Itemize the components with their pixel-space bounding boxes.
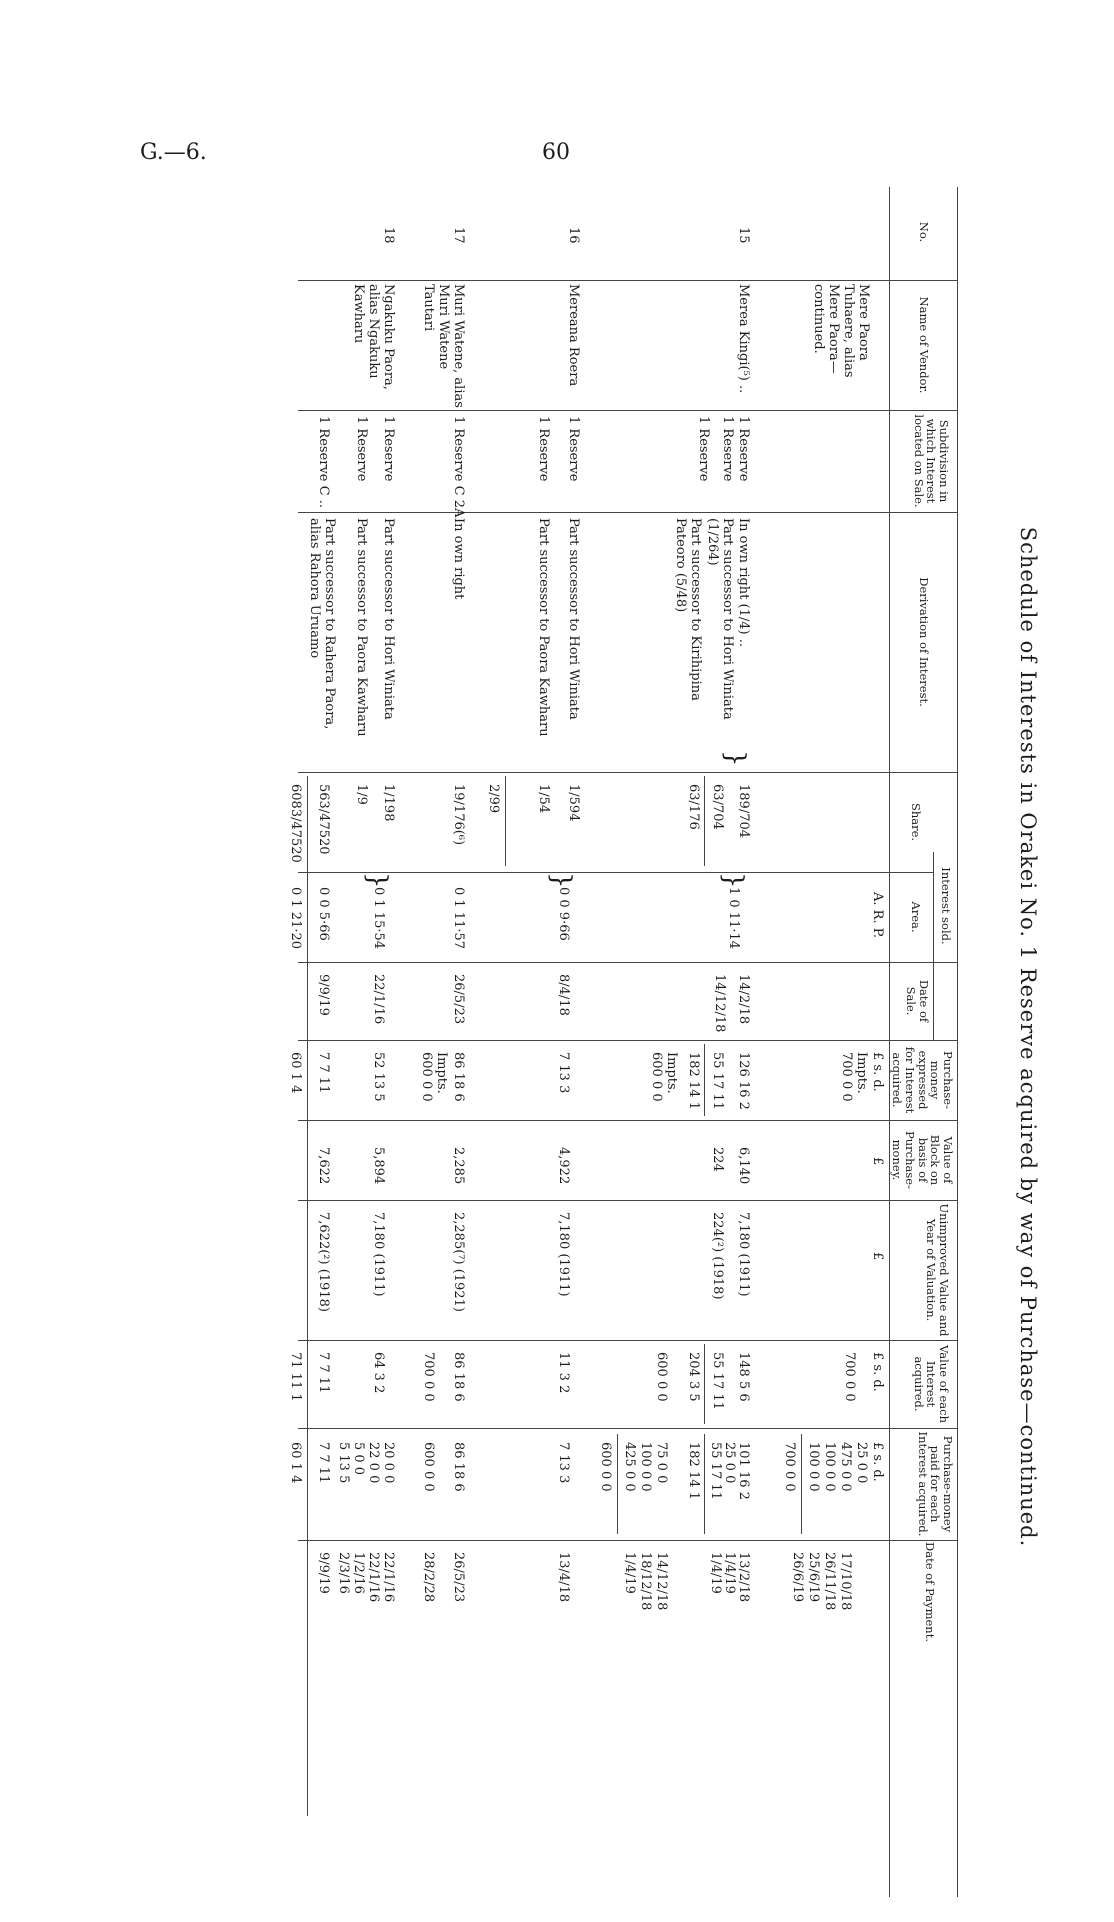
value-each-mere: 700 0 0 — [842, 1352, 857, 1402]
area-16: 0 0 9·66 — [556, 887, 571, 941]
paid-15-5: 75 0 0 — [654, 1442, 669, 1484]
paid-18-4: 5 13 5 — [336, 1442, 351, 1484]
deriv-15-2: Part successor to Hori Winiata (1/264) — [705, 518, 735, 720]
header-interest-sold: Interest sold. — [939, 867, 953, 945]
paid-18-1: 20 0 0 — [381, 1442, 396, 1484]
date-sale-17: 26/5/23 — [451, 974, 466, 1025]
subtotal-rule — [704, 1044, 705, 1116]
date-sale-16: 8/4/18 — [556, 974, 571, 1016]
value-block-17: 2,285 — [451, 1147, 466, 1185]
paydate-18-5: 9/9/19 — [316, 1552, 331, 1594]
paid-15-3: 55 17 11 — [708, 1442, 723, 1500]
value-each-15-3: 204 3 5 — [686, 1352, 701, 1402]
subtotal-rule — [617, 1434, 618, 1534]
paydate-15-3: 1/4/19 — [708, 1552, 723, 1594]
vendor-15: Merea Kingi(⁵) .. — [736, 284, 751, 394]
subtotal-rule — [704, 1434, 705, 1534]
unimproved-16: 7,180 (1911) — [556, 1212, 571, 1297]
paydate-17-1: 26/5/23 — [451, 1552, 466, 1603]
area-17: 0 1 11·57 — [451, 887, 466, 950]
paydate-18-2: 22/1/16 — [366, 1552, 381, 1603]
header-area: Area. — [909, 901, 923, 933]
value-each-18-1: 64 3 2 — [371, 1352, 386, 1394]
header-paid-each: Purchase-money paid for each Interest acquired. — [915, 1431, 955, 1537]
paid-17-2: 600 0 0 — [421, 1442, 436, 1492]
paid-mere-4: 100 0 0 — [806, 1442, 821, 1492]
share-18-1: 1/198 — [381, 784, 396, 822]
purchase-15-2: 55 17 11 — [710, 1052, 725, 1110]
purchase-18-1: 52 13 5 — [371, 1052, 386, 1102]
subdiv-15-2: 1 Reserve — [720, 416, 735, 482]
subdiv-16-1: 1 Reserve — [566, 416, 581, 482]
deriv-18-2: Part successor to Paora Kawharu — [354, 518, 369, 737]
paid-15-1: 101 16 2 — [736, 1442, 751, 1500]
total-area: 0 1 21·20 — [288, 887, 303, 950]
total-purchase: 60 1 4 — [288, 1052, 303, 1094]
value-each-15-2: 55 17 11 — [710, 1352, 725, 1410]
purchase-15-1: 126 16 2 — [736, 1052, 751, 1110]
unimproved-18-2: 7,622(²) (1918) — [316, 1212, 331, 1312]
subdiv-18-1: 1 Reserve — [381, 416, 396, 482]
unimproved-17: 2,285(⁷) (1921) — [451, 1212, 466, 1312]
value-block-18-1: 5,894 — [371, 1147, 386, 1185]
vendor-mere: Mere Paora Tuhaere, alias Mere Paora—continued. — [811, 284, 871, 378]
share-15-2: 63/704 — [710, 784, 725, 830]
paydate-15-2: 1/4/19 — [722, 1552, 737, 1594]
paydate-16: 13/4/18 — [556, 1552, 571, 1603]
unimproved-15-1: 7,180 (1911) — [736, 1212, 751, 1297]
paydate-mere-4: 26/6/19 — [790, 1552, 805, 1603]
unimproved-18-1: 7,180 (1911) — [371, 1212, 386, 1297]
paydate-mere-2: 26/11/18 — [822, 1552, 837, 1611]
deriv-15-3: Part successor to Kirihipina Pateoro (5/48) — [673, 518, 703, 701]
col-rule — [298, 280, 958, 281]
unit-value-each: £ s. d. — [870, 1352, 885, 1392]
paid-15-4: 182 14 1 — [686, 1442, 701, 1500]
subdiv-15-1: 1 Reserve — [736, 416, 751, 482]
share-15-1: 189/704 — [736, 784, 751, 839]
brace: } — [720, 750, 750, 767]
share-18-2: 1/9 — [354, 784, 369, 805]
paid-15-8: 600 0 0 — [598, 1442, 613, 1492]
interest-sold-rule — [933, 852, 934, 1040]
paid-15-7: 425 0 0 — [622, 1442, 637, 1492]
purchase-18-2: 7 7 11 — [316, 1052, 331, 1094]
date-sale-18-1: 22/1/16 — [371, 974, 386, 1025]
value-block-18-2: 7,622 — [316, 1147, 331, 1185]
vendor-16: Mereana Roera — [566, 284, 581, 387]
paydate-mere-3: 25/6/19 — [806, 1552, 821, 1603]
paid-mere-3: 100 0 0 — [822, 1442, 837, 1492]
brace: } — [362, 872, 392, 889]
paydate-17-2: 28/2/28 — [421, 1552, 436, 1603]
paid-mere-2: 475 0 0 — [838, 1442, 853, 1492]
paid-18-3: 5 0 0 — [351, 1442, 366, 1476]
paid-18-5: 7 7 11 — [316, 1442, 331, 1484]
col-rule — [298, 1540, 958, 1541]
row-no-16: 16 — [566, 227, 581, 244]
value-each-17-1: 86 18 6 — [451, 1352, 466, 1402]
deriv-16-1: Part successor to Hori Winiata — [566, 518, 581, 720]
unit-value-block: £ — [870, 1157, 885, 1166]
value-block-15-2: 224 — [710, 1147, 725, 1172]
totals-rule — [307, 776, 308, 1816]
paydate-18-1: 22/1/16 — [381, 1552, 396, 1603]
total-share: 6083/47520 — [288, 784, 303, 863]
unit-purchase: £ s. d. — [870, 1052, 885, 1092]
area-15: 1 0 11·14 — [726, 887, 741, 950]
paydate-15-1: 13/2/18 — [736, 1552, 751, 1603]
total-paid: 60 1 4 — [288, 1442, 303, 1484]
vendor-18: Ngakuku Paora, alias Ngakuku Kawharu — [351, 284, 396, 390]
share-16-3: 2/99 — [486, 784, 501, 814]
purchase-16: 7 13 3 — [556, 1052, 571, 1094]
purchase-15-4: Impts. 600 0 0 — [649, 1052, 679, 1102]
purchase-15-3: 182 14 1 — [686, 1052, 701, 1110]
schedule-table — [280, 172, 1040, 1902]
unit-area: A. R. P. — [870, 892, 885, 938]
unit-paid: £ s. d. — [870, 1442, 885, 1482]
row-no-17: 17 — [451, 227, 466, 244]
purchase-mere: Impts. 700 0 0 — [839, 1052, 869, 1102]
paydate-mere-1: 17/10/18 — [838, 1552, 853, 1611]
header-subdivision: Subdivision in which Interest located on Sale. — [911, 414, 951, 508]
subtotal-rule — [704, 776, 705, 866]
paid-18-2: 22 0 0 — [366, 1442, 381, 1484]
subtotal-rule — [505, 776, 506, 866]
subdiv-16-2: 1 Reserve — [536, 416, 551, 482]
col-rule — [298, 1428, 958, 1429]
header-value-each: Value of each Interest acquired. — [911, 1345, 951, 1423]
col-rule — [298, 772, 958, 773]
deriv-15-1: In own right (1/4) .. — [736, 518, 751, 647]
paydate-15-6: 1/4/19 — [622, 1552, 637, 1594]
col-rule — [298, 962, 958, 963]
share-15-3: 63/176 — [686, 784, 701, 830]
deriv-18-3: Part successor to Rahera Paora, alias Rahora Uruamo — [307, 518, 337, 730]
header-purchase-money: Purchase-money expressed for Interest acquired. — [890, 1046, 955, 1114]
unit-unimproved: £ — [870, 1252, 885, 1261]
paid-15-6: 100 0 0 — [638, 1442, 653, 1492]
page-number: 60 — [542, 140, 570, 165]
total-value-each: 71 11 1 — [288, 1352, 303, 1402]
subdiv-15-3: 1 Reserve — [696, 416, 711, 482]
purchase-17-2: Impts. 600 0 0 — [419, 1052, 449, 1102]
subdiv-17: 1 Reserve C 2A — [451, 416, 466, 518]
table-top-rule — [957, 187, 958, 1897]
value-each-16: 11 3 2 — [556, 1352, 571, 1394]
vendor-17: Muri Watene, alias Muri Watene Tautari — [421, 284, 466, 408]
purchase-17-1: 86 18 6 — [451, 1052, 466, 1102]
brace: } — [718, 872, 748, 889]
subtotal-rule — [801, 1434, 802, 1534]
area-18-2: 0 0 5·66 — [316, 887, 331, 941]
brace: } — [546, 872, 576, 889]
deriv-18-1: Part successor to Hori Winiata — [381, 518, 396, 720]
table-title: Schedule of Interests in Orakei No. 1 Reserve acquired by way of Purchase—continued. — [1016, 526, 1040, 1548]
header-date-of-payment: Date of Payment. — [923, 1542, 937, 1642]
row-no-15: 15 — [736, 227, 751, 244]
share-18-3: 563/47520 — [316, 784, 331, 855]
paid-mere-1: 25 0 0 — [854, 1442, 869, 1484]
date-sale-18-2: 9/9/19 — [316, 974, 331, 1016]
share-16-2: 1/54 — [536, 784, 551, 814]
col-rule — [298, 512, 958, 513]
paydate-18-4: 2/3/16 — [336, 1552, 351, 1594]
value-each-15-4: 600 0 0 — [654, 1352, 669, 1402]
paid-mere-total: 700 0 0 — [782, 1442, 797, 1492]
paid-15-2: 25 0 0 — [722, 1442, 737, 1484]
header-vendor: Name of Vendor. — [917, 296, 931, 394]
header-share: Share. — [909, 802, 923, 842]
header-derivation: Derivation of Interest. — [917, 577, 931, 707]
area-18-1: 0 1 15·54 — [371, 887, 386, 950]
header-date-of-sale: Date of Sale. — [904, 979, 931, 1023]
deriv-16-2: Part successor to Paora Kawharu — [536, 518, 551, 737]
col-rule — [298, 1340, 958, 1341]
col-rule — [298, 1200, 958, 1201]
paydate-15-4: 14/12/18 — [654, 1552, 669, 1611]
value-each-17-2: 700 0 0 — [421, 1352, 436, 1402]
col-rule — [298, 1120, 958, 1121]
value-block-15-1: 6,140 — [736, 1147, 751, 1185]
header-unimproved: Unimproved Value and Year of Valuation. — [924, 1203, 951, 1337]
row-no-18: 18 — [381, 227, 396, 244]
share-17: 19/176(⁶) — [451, 784, 466, 846]
deriv-17: In own right — [451, 518, 466, 600]
value-each-18-2: 7 7 11 — [316, 1352, 331, 1394]
unimproved-15-2: 224(²) (1918) — [710, 1212, 725, 1300]
date-sale-15-2: 14/12/18 — [712, 974, 727, 1033]
paid-17-1: 86 18 6 — [451, 1442, 466, 1492]
value-block-16: 4,922 — [556, 1147, 571, 1185]
col-rule — [298, 410, 958, 411]
header-no: No. — [917, 221, 931, 243]
paydate-15-5: 18/12/18 — [638, 1552, 653, 1611]
share-16-1: 1/594 — [566, 784, 581, 822]
value-each-15-1: 148 5 6 — [736, 1352, 751, 1402]
subdiv-18-3: 1 Reserve C .. — [316, 416, 331, 508]
subdiv-18-2: 1 Reserve — [354, 416, 369, 482]
date-sale-15-1: 14/2/18 — [736, 974, 751, 1025]
col-rule — [298, 1040, 958, 1041]
col-rule — [298, 872, 934, 873]
paydate-18-3: 1/2/16 — [351, 1552, 366, 1594]
page-identifier: G.—6. — [140, 140, 207, 165]
header-value-block: Value of Block on basis of Purchase-money. — [890, 1131, 955, 1189]
subtotal-rule — [704, 1344, 705, 1424]
paid-16: 7 13 3 — [556, 1442, 571, 1484]
